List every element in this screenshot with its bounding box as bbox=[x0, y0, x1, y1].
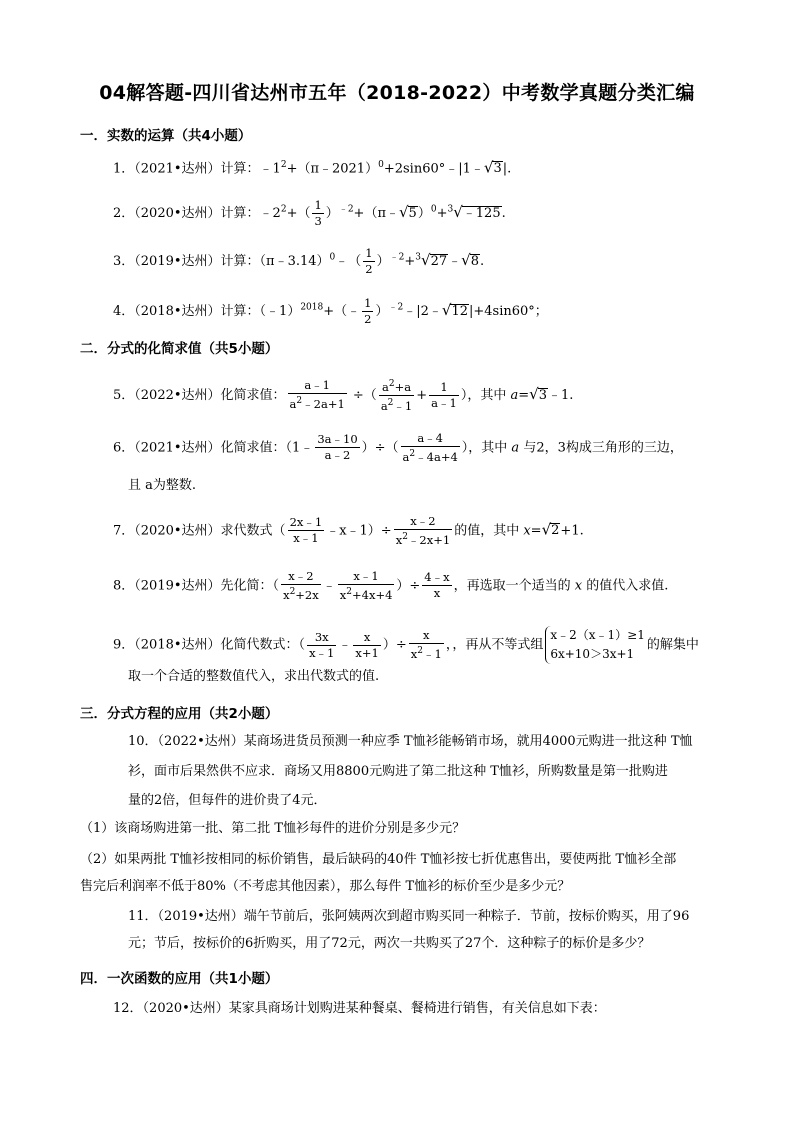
question-8: 8．（2019•达州）先化简：（ $\frac{x﹣2}{x^2+2x}$ ﹣ $\frac{x﹣1}{x^2+4x+4}$ ）÷ $\frac{4﹣x}{x}$ ，再选取一个适当的 x 的值代入求值. bbox=[113, 569, 669, 602]
question-10-line2: 衫，面市后果然供不应求．商场又用8800元购进了第二批这种 T恤衫，所购数量是第一批购进 bbox=[128, 764, 668, 779]
question-11-line1: 11．（2019•达州）端午节前后，张阿姨两次到超市购买同一种粽子．节前，按标价购买，用了96 bbox=[128, 909, 690, 924]
question-2: 2．（2020•达州）计算：$﹣2^2+$（ $\frac{1}{3}$ ）$^{﹣2}$+（π﹣√5）$^0$+$^3$√﹣125. bbox=[113, 198, 506, 228]
question-9: 9．（2018•达州）化简代数式：（ $\frac{3x}{x﹣1}$ ﹣ $\frac{x}{x+1}$ ）÷ $\frac{x}{x^2﹣1}$ ，，再从不等式组 x﹣2（x﹣1）≥1 6x+10＞3x+1 的解集中 bbox=[113, 626, 699, 664]
question-5: 5．（2022•达州）化简求值： $\frac{a﹣1}{a^2﹣2a+1}$ ÷（ $\frac{a^2+a}{a^2﹣1}$ + $\frac{1}{a﹣1}$ ），其中 a=√3﹣1. bbox=[113, 378, 574, 413]
question-6-line2: 且 a为整数. bbox=[128, 478, 197, 493]
page-title: 04解答题-四川省达州市五年（2018-2022）中考数学真题分类汇编 bbox=[99, 82, 695, 104]
question-9-line2: 取一个合适的整数值代入，求出代数式的值. bbox=[128, 669, 380, 684]
question-10-sub2-line2: 售完后利润率不低于80%（不考虑其他因素），那么每件 T恤衫的标价至少是多少元？ bbox=[80, 879, 571, 894]
question-10-sub1: （1）该商场购进第一批、第二批 T恤衫每件的进价分别是多少元？ bbox=[80, 821, 466, 836]
question-10-sub2-line1: （2）如果两批 T恤衫按相同的标价销售，最后缺码的40件 T恤衫按七折优惠售出，要使两批 T恤衫全部 bbox=[80, 852, 677, 867]
question-11-line2: 元；节后，按标价的6折购买，用了72元，两次一共购买了27个．这种粽子的标价是多少？ bbox=[128, 936, 651, 951]
question-6: 6．（2021•达州）化简求值：（1﹣ $\frac{3a﹣10}{a﹣2}$ ）÷（ $\frac{a﹣4}{a^2﹣4a+4}$ ），其中 a 与2，3构成三角形的三边， bbox=[113, 431, 683, 464]
section-heading-4: 四．一次函数的应用（共1小题） bbox=[80, 971, 279, 987]
section-heading-2: 二．分式的化简求值（共5小题） bbox=[80, 341, 279, 357]
question-7: 7．（2020•达州）求代数式（ $\frac{2x﹣1}{x﹣1}$ ﹣x﹣1）÷ $\frac{x﹣2}{x^2﹣2x+1}$ 的值，其中 x=√2+1. bbox=[113, 514, 584, 547]
question-4: 4．（2018•达州）计算：（﹣1）$^{2018}$+（﹣ $\frac{1}{2}$ ）$^{﹣2}$﹣|2﹣√12|+4sin60°； bbox=[113, 296, 548, 326]
section-heading-1: 一．实数的运算（共4小题） bbox=[80, 128, 252, 144]
question-3: 3．（2019•达州）计算：（π﹣3.14）$^0$﹣（ $\frac{1}{2}$ ）$^{﹣2}$+$^3$√27﹣√8. bbox=[113, 246, 485, 276]
question-12-line1: 12．（2020•达州）某家具商场计划购进某种餐桌、餐椅进行销售，有关信息如下表： bbox=[113, 1001, 606, 1016]
section-heading-3: 三．分式方程的应用（共2小题） bbox=[80, 706, 279, 722]
question-1: 1．（2021•达州）计算：$﹣1^2+(\pi﹣2021)^0+2\sin 60^\circ﹣|1﹣√3|$. bbox=[113, 158, 512, 177]
question-10-line1: 10．（2022•达州）某商场进货员预测一种应季 T恤衫能畅销市场，就用4000元购进一批这种 T恤 bbox=[128, 734, 693, 749]
question-10-line3: 量的2倍，但每件的进价贵了4元． bbox=[128, 793, 327, 808]
